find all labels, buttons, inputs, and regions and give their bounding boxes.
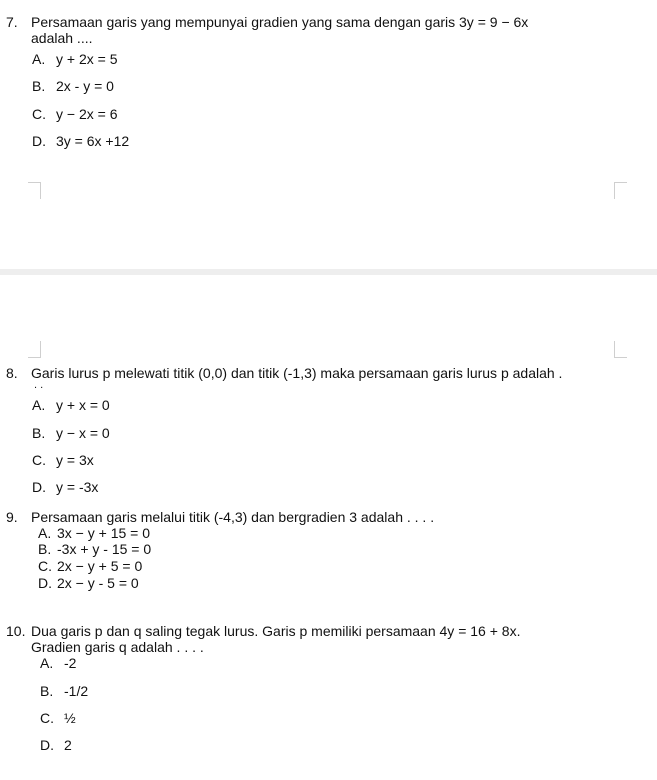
option-text: 3x − y + 15 = 0 [57, 525, 151, 541]
option-text: ½ [64, 710, 76, 726]
page-corner-mark [28, 341, 41, 358]
option-text: 3y = 6x +12 [56, 133, 130, 149]
option-text: -3x + y - 15 = 0 [57, 541, 152, 557]
question-7-option-c [32, 107, 117, 122]
question-9-option-b [38, 542, 151, 557]
question-9-option-c [38, 559, 142, 574]
question-7-stem-continued: adalah .... [31, 30, 93, 46]
page-corner-mark [614, 182, 627, 199]
question-8-option-c [32, 453, 94, 468]
question-text: Persamaan garis yang mempunyai gradien yang sama dengan garis 3y = 9 − 6x [31, 14, 529, 30]
option-letter: A. [40, 655, 54, 671]
option-letter: B. [40, 683, 54, 699]
option-text: 2x - y = 0 [56, 78, 114, 94]
option-text: y = 3x [56, 452, 94, 468]
question-text: Garis lurus p melewati titik (0,0) dan titik (-1,3) maka persamaan garis lurus p adalah . [31, 365, 563, 381]
page-corner-mark [28, 182, 41, 199]
option-text: 2 [64, 737, 72, 753]
option-letter: A. [32, 397, 46, 413]
option-letter: C. [32, 452, 46, 468]
option-text: y = -3x [56, 479, 99, 495]
question-10-stem [6, 624, 520, 639]
question-7-option-a [32, 52, 117, 67]
option-letter: C. [38, 558, 52, 574]
question-8-stem-continued: . . [34, 379, 44, 391]
question-7-option-d [32, 134, 129, 149]
question-9-option-d [38, 576, 139, 591]
option-letter: D. [38, 575, 52, 591]
question-8-option-b [32, 426, 110, 441]
page-separator [0, 269, 657, 275]
option-letter: C. [40, 710, 54, 726]
option-letter: A. [32, 51, 46, 67]
option-letter: B. [32, 78, 46, 94]
question-number: 7. [6, 14, 18, 30]
option-letter: D. [32, 479, 46, 495]
option-text: -2 [64, 655, 77, 671]
question-10-stem-continued: Gradien garis q adalah . . . . [31, 639, 204, 655]
question-number: 10. [6, 623, 26, 639]
option-text: y + x = 0 [56, 397, 110, 413]
question-10-option-d [40, 738, 72, 753]
option-letter: B. [32, 425, 46, 441]
question-8-option-d [32, 480, 98, 495]
question-number: 9. [6, 509, 18, 525]
question-9-stem [6, 510, 434, 525]
page-corner-mark [614, 341, 627, 358]
option-text: y + 2x = 5 [56, 51, 118, 67]
option-letter: D. [40, 737, 54, 753]
question-number: 8. [6, 365, 18, 381]
option-text: y − x = 0 [56, 425, 110, 441]
option-letter: D. [32, 133, 46, 149]
question-10-option-a [40, 656, 76, 671]
question-8-option-a [32, 398, 110, 413]
option-text: 2x − y + 5 = 0 [57, 558, 143, 574]
option-letter: B. [38, 541, 52, 557]
question-7-option-b [32, 79, 114, 94]
question-text: Persamaan garis melalui titik (-4,3) dan bergradien 3 adalah . . . . [31, 509, 435, 525]
option-text: -1/2 [64, 683, 89, 699]
question-text: Dua garis p dan q saling tegak lurus. Garis p memiliki persamaan 4y = 16 + 8x. [31, 623, 521, 639]
option-letter: A. [38, 525, 52, 541]
question-10-option-b [40, 684, 88, 699]
option-text: 2x − y - 5 = 0 [57, 575, 139, 591]
option-letter: C. [32, 106, 46, 122]
option-text: y − 2x = 6 [56, 106, 118, 122]
question-9-option-a [38, 526, 150, 541]
question-10-option-c [40, 711, 76, 726]
question-8-stem [6, 366, 562, 381]
question-7-stem [6, 15, 528, 30]
